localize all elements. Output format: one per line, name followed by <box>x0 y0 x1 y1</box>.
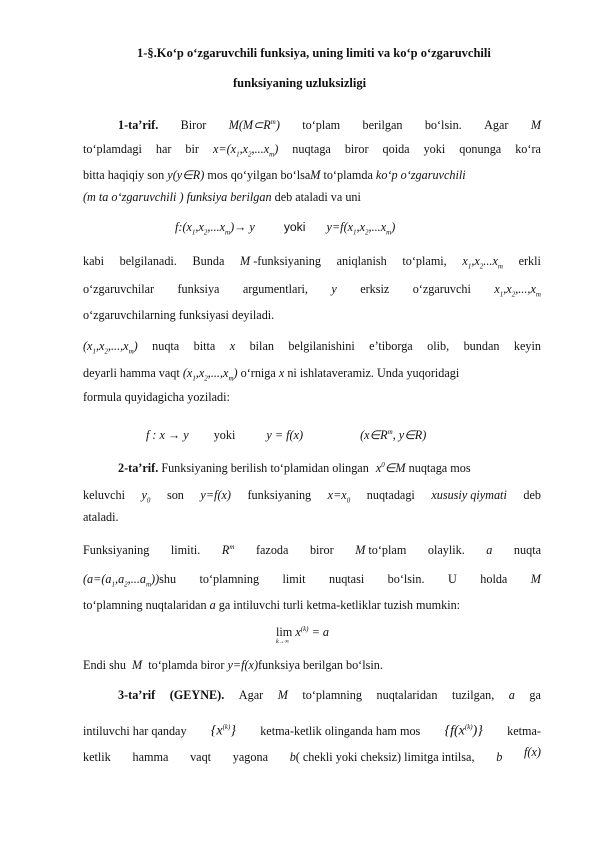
limit-line1 <box>83 538 541 559</box>
text: ataladi. <box>83 510 119 524</box>
formula-f-x-to-y: f : x → y <box>146 428 189 443</box>
text: bo‘lsin. <box>424 118 462 133</box>
text: erkli <box>518 254 541 268</box>
section-title-line1: 1-§.Ko‘p o‘zgaruvchili funksiya, uning limiti va ko‘p o‘zgaruvchili <box>137 46 491 60</box>
emphasis-text: xususiy qiymati <box>431 488 507 502</box>
formula-fx: f(x) <box>524 745 541 759</box>
text: to‘plamdagi <box>83 142 142 156</box>
text: Endi shu <box>83 658 126 672</box>
def2-line3 <box>83 508 541 526</box>
text: o‘zgaruvchilarning funksiyasi deyiladi. <box>83 308 275 322</box>
text: funksiya <box>177 282 220 296</box>
text: bitta <box>193 339 216 353</box>
formula-a: a <box>508 688 515 702</box>
text: olib, <box>427 339 450 353</box>
formula-y-equals-fx: y = f(x) <box>266 428 304 443</box>
text: intiluvchi har qanday <box>83 723 187 738</box>
text: hamma <box>132 750 169 764</box>
text: son <box>166 488 184 502</box>
text: funksiyaning <box>247 488 312 502</box>
text: limit <box>282 572 306 586</box>
text: belgilanadi. <box>119 254 177 268</box>
limit-line3 <box>83 596 541 614</box>
formula-lim-xk-equals-a: $\lim x^{(k)} = a$ k→∞ <box>276 625 329 645</box>
def3-line3 <box>83 745 541 766</box>
text: e’tiborga <box>369 339 413 353</box>
text: ketlik <box>83 750 111 764</box>
text: Bunda <box>192 254 225 268</box>
formula-a-tuple: $(a=(a_1,a_2,...a_m))$ <box>83 572 160 589</box>
def1-line11 <box>83 388 541 406</box>
text: bilan <box>249 339 274 353</box>
text: to‘plami, <box>402 254 447 268</box>
formula-x-equals-x0: $x=x_0$ <box>327 488 351 505</box>
text: kabi <box>83 254 104 268</box>
formula-b: b <box>289 750 296 764</box>
def1-line9 <box>83 337 541 360</box>
formula-point-tuple: $(x_1,x_2,...,x_m)$ <box>182 366 238 383</box>
text: holda <box>480 572 508 586</box>
formula-x: x <box>278 366 285 380</box>
text: yoki <box>283 220 306 234</box>
text: ga intiluvchi turli ketma-ketliklar tuzish mumkin: <box>218 598 461 612</box>
def1-line1 <box>118 113 541 134</box>
text: mos qo‘yilgan bo‘lsa <box>207 168 311 182</box>
formula-M: M <box>355 543 366 558</box>
text: qoida <box>382 142 410 156</box>
formula-x0-in-M: $x^0\in M$ <box>375 461 406 476</box>
text: nuqtalaridan <box>376 688 438 702</box>
text: keluvchi <box>83 488 125 502</box>
def1-line8 <box>83 306 541 324</box>
formula-x-point: $x=(x_1,x_2,...x_m)$ <box>212 142 279 159</box>
text: to‘plam <box>368 543 407 558</box>
formula-M: M <box>310 168 321 182</box>
text: to‘plamning <box>302 688 362 702</box>
formula-x-vars: $x_1,x_2,...,x_m$ <box>494 282 541 299</box>
emphasis-text: (m ta o‘zgaruvchili ) funksiya berilgan <box>83 190 272 204</box>
section-title-line2: funksiyaning uzluksizligi <box>233 76 367 90</box>
formula-a: a <box>486 543 493 558</box>
text: ni ishlataveramiz. Unda yuqoridagi <box>287 366 460 380</box>
formula-y0: $y_0$ <box>141 488 151 505</box>
def1-line3 <box>83 166 541 184</box>
formula-Rm: $R^m$ <box>221 543 235 558</box>
text: ketma-ketlik olinganda ham mos <box>260 723 421 738</box>
text: funksiya berilgan bo‘lsin. <box>258 658 383 672</box>
text: yoki <box>423 142 446 156</box>
text: biror <box>344 142 369 156</box>
formula-y-equals-f: $y=f(x_1,x_2,...x_m)$ <box>326 220 396 237</box>
text: to‘plamda <box>323 168 373 182</box>
formula-domain-condition: ($x\in R^m$, y∈R) <box>360 428 427 443</box>
text: biror <box>309 543 334 558</box>
limit-line2 <box>83 570 541 593</box>
def1-line2 <box>83 140 541 163</box>
def1-line6 <box>83 252 541 275</box>
text: berilgan <box>362 118 403 133</box>
formula-point-tuple: $(x_1,x_2,...,x_m)$ <box>83 339 138 356</box>
text: yoki <box>213 428 236 443</box>
formula-M: M <box>530 572 541 586</box>
text: to‘plamda biror <box>148 658 225 672</box>
def1-line4 <box>83 188 541 206</box>
text: deyarli hamma vaqt <box>83 366 180 380</box>
formula-y: y <box>331 282 337 296</box>
text: deb <box>523 488 541 502</box>
def1-line7 <box>83 280 541 303</box>
formula-M: M <box>530 118 541 133</box>
formula-M: M <box>132 658 143 672</box>
def3-line1 <box>118 686 541 704</box>
formula-M: M <box>240 254 251 268</box>
text: ( chekli yoki cheksiz) limitga intilsa, <box>295 750 475 764</box>
formula-x-vars: $x_1,x_2...x_m$ <box>462 254 503 271</box>
def1-line10 <box>83 364 541 387</box>
text: keyin <box>513 339 541 353</box>
formula-y-equals-fx: y=f(x) <box>227 658 258 672</box>
text: nuqtaga mos <box>408 461 471 476</box>
text: ko‘ra <box>515 142 541 156</box>
text: qonunga <box>459 142 502 156</box>
text: Funksiyaning <box>83 543 150 558</box>
limit-formula-line <box>276 620 396 645</box>
text: argumentlari, <box>242 282 308 296</box>
def2-line1 <box>118 456 541 477</box>
formula-a: a <box>209 598 216 612</box>
limit-line5 <box>83 656 541 674</box>
text: U <box>448 572 457 586</box>
text: to‘plamning <box>199 572 260 586</box>
formula-M: M <box>277 688 288 702</box>
text: nuqtadagi <box>366 488 415 502</box>
text: vaqt <box>190 750 212 764</box>
formula-sequence-fxk: $\{f(x^{(k)})\}$ <box>444 723 483 739</box>
formula-x: x <box>229 339 236 353</box>
text: fazoda <box>255 543 289 558</box>
text: o‘rniga <box>240 366 276 380</box>
text: to‘plam <box>302 118 341 133</box>
def2-line2 <box>83 486 541 509</box>
text: shu <box>159 572 177 586</box>
text: deb ataladi va uni <box>274 190 361 204</box>
text: bitta haqiqiy son <box>83 168 165 182</box>
text: o‘zgaruvchi <box>412 282 471 296</box>
text: yagona <box>232 750 268 764</box>
emphasis-text: ko‘p o‘zgaruvchili <box>375 168 466 182</box>
text: nuqtasi <box>329 572 365 586</box>
text: tuzilgan, <box>451 688 495 702</box>
text: belgilanishini <box>288 339 355 353</box>
def2-label: 2-ta’rif. <box>118 461 159 476</box>
text: ketma- <box>507 723 541 738</box>
text: Agar <box>238 688 264 702</box>
text: bundan <box>463 339 500 353</box>
text: Agar <box>484 118 509 133</box>
text: nuqtaga <box>292 142 331 156</box>
def3-line2 <box>83 718 541 741</box>
def3-label-geyne: (GEYNE). <box>169 688 225 702</box>
text: erksiz <box>360 282 390 296</box>
text: olaylik. <box>427 543 465 558</box>
text: har <box>155 142 172 156</box>
def1-formula-line <box>175 218 475 241</box>
text: bir <box>185 142 199 156</box>
text: -funksiyaning <box>253 254 321 268</box>
text: aniqlanish <box>336 254 387 268</box>
text: bo‘lsin. <box>387 572 425 586</box>
text: limiti. <box>170 543 201 558</box>
def1-formula2-line <box>146 423 476 444</box>
def3-label: 3-ta’rif <box>118 688 156 702</box>
formula-y-equals-fx: y=f(x) <box>200 488 231 502</box>
text: nuqta <box>513 543 541 558</box>
formula-b: b <box>496 750 503 764</box>
text: formula quyidagicha yoziladi: <box>83 390 230 404</box>
formula-M-subset-Rm: $M(M\subset R^m)$ <box>228 118 280 133</box>
text: o‘zgaruvchilar <box>83 282 155 296</box>
text: nuqta <box>152 339 180 353</box>
text: Funksiyaning berilish to‘plamidan olingan <box>161 461 369 476</box>
formula-sequence-xk: $\{x^{(k)}\}$ <box>210 723 236 739</box>
def1-label: 1-ta’rif. <box>118 118 159 133</box>
text: ga <box>529 688 541 702</box>
formula-f-maps-to-y: $f:(x_1,x_2,...x_m)\to y$ <box>175 220 255 237</box>
formula-y-in-R: y(y∈R) <box>167 168 205 182</box>
text: to‘plamning nuqtalaridan <box>83 598 207 612</box>
text: Biror <box>180 118 207 133</box>
